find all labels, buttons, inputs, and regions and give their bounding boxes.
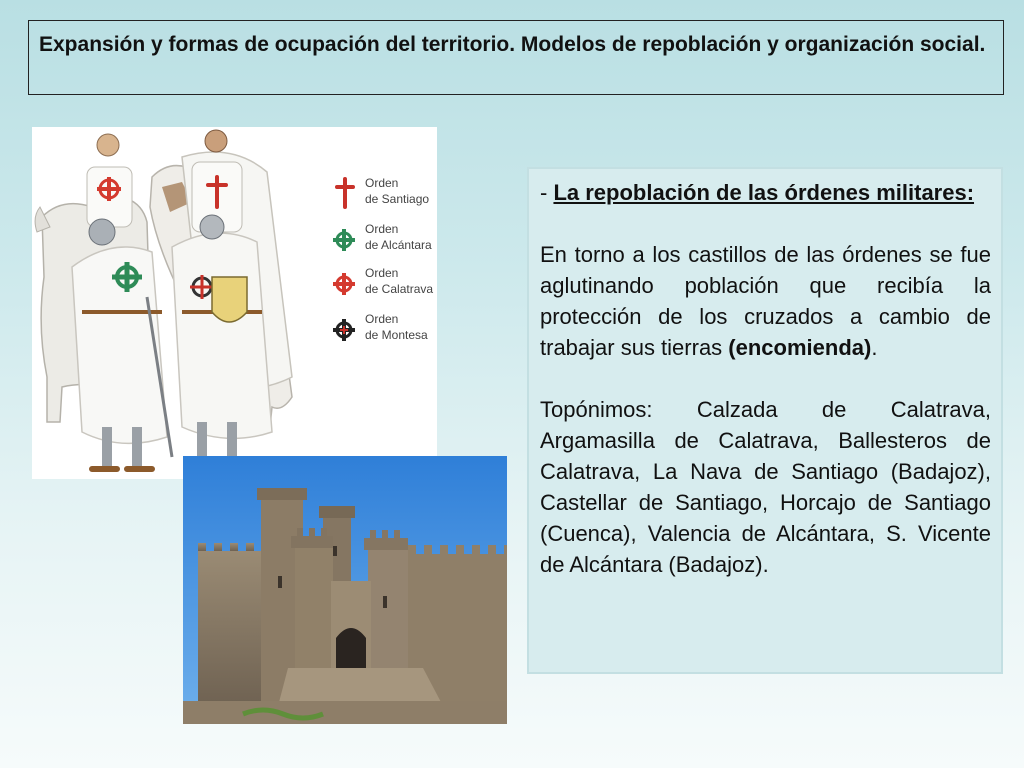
slide-title: Expansión y formas de ocupación del territorio. Modelos de repoblación y organización social. — [39, 33, 986, 56]
knight-2-head — [205, 130, 227, 152]
slide-title-box — [28, 20, 1004, 95]
alcantara-cross-icon — [333, 229, 355, 251]
knight-4-head — [200, 215, 224, 239]
heading-dash: - — [540, 180, 554, 205]
santiago-cross-icon — [337, 179, 353, 207]
encomienda-text: En torno a los castillos de las órdenes se fue aglutinando población que recibía la protección de los cruzados a cambio de trabajar sus tierras — [540, 242, 991, 360]
montesa-cross-icon — [333, 319, 355, 341]
legend-santiago-line2: de Santiago — [365, 192, 430, 206]
legend-santiago-line1: Orden — [365, 176, 399, 190]
calatrava-cross-icon — [333, 273, 355, 295]
legend-calatrava-line1: Orden — [365, 266, 399, 280]
legend-alcantara-line2: de Alcántara — [365, 238, 432, 252]
encomienda-paragraph — [540, 239, 991, 363]
knight-3-helmet — [89, 219, 115, 245]
castle-gate — [336, 628, 366, 671]
shield — [212, 277, 247, 322]
legend-calatrava — [333, 266, 433, 296]
toponimos-paragraph: Topónimos: Calzada de Calatrava, Argamasilla de Calatrava, Ballesteros de Calatrava, La Nava de Santiago (Badajoz), Castellar de Santiago, Horcajo de Santiago (Cuenca), Valencia de Alcántara, S. Vicente de Alcántara (Badajoz). — [540, 397, 991, 577]
spacer — [540, 363, 991, 394]
castle-gate-tower-right — [368, 546, 411, 671]
legend-alcantara-line1: Orden — [365, 222, 399, 236]
legend-alcantara — [333, 222, 432, 252]
castle-bridge — [278, 668, 443, 706]
cape-front-right — [172, 233, 272, 438]
encomienda-period: . — [871, 335, 878, 360]
legend-santiago — [337, 176, 429, 207]
legend-montesa — [333, 312, 428, 342]
section-heading: La repoblación de las órdenes militares: — [553, 180, 975, 205]
spacer — [540, 208, 991, 239]
castle-drawing — [183, 456, 507, 724]
legend-montesa-line2: de Montesa — [365, 328, 428, 342]
knights-drawing — [32, 127, 437, 479]
legend-montesa-line1: Orden — [365, 312, 399, 326]
templar-castle-photo — [183, 456, 507, 724]
encomienda-term: (encomienda) — [728, 335, 872, 360]
repoblacion-text-box — [527, 167, 1003, 674]
legend-calatrava-line2: de Calatrava — [365, 282, 434, 296]
military-orders-illustration — [32, 127, 437, 479]
heading-paragraph — [540, 177, 991, 208]
castle-gate-tower-left — [295, 544, 333, 671]
knight-1-head — [97, 134, 119, 156]
castle-left-wall — [198, 551, 263, 706]
